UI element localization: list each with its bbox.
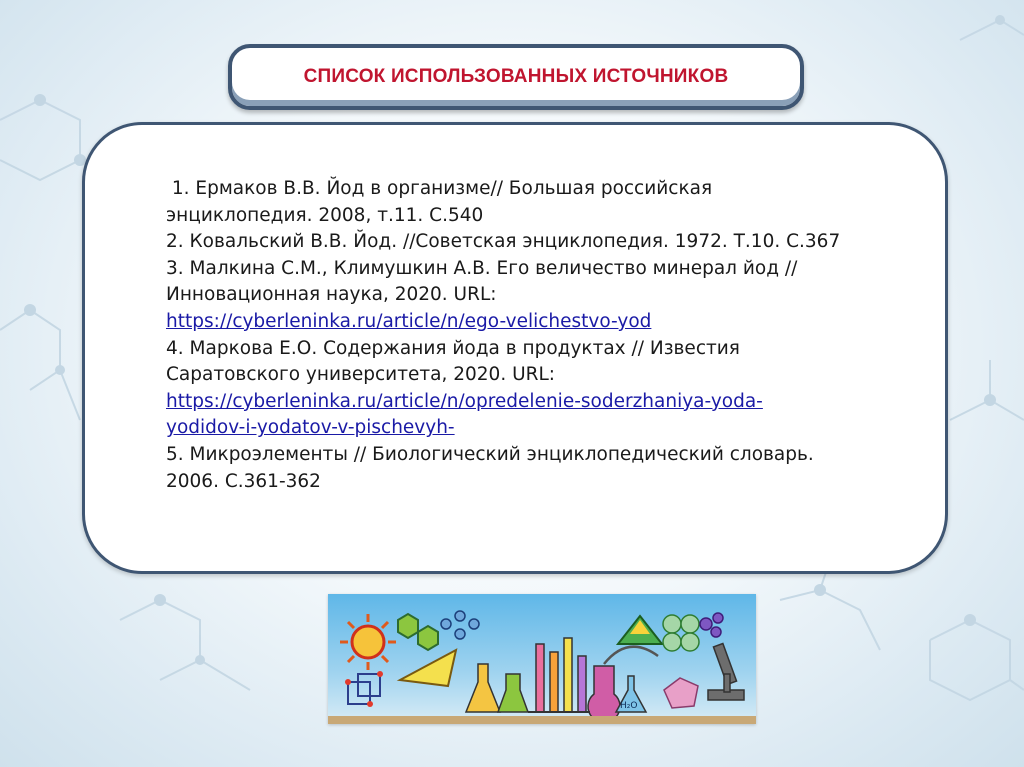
reference-4-link-line-1[interactable]: https://cyberleninka.ru/article/n/opredelenie-soderzhaniya-yoda-: [166, 390, 763, 412]
reference-3-line-1: 3. Малкина С.М., Климушкин А.В. Его величество минерал йод //: [166, 257, 798, 279]
reference-5-line-1: 5. Микроэлементы // Биологический энциклопедический словарь.: [166, 443, 814, 465]
h2o-label: H₂O: [620, 701, 638, 711]
reference-1-line-1: 1. Ермаков В.В. Йод в организме// Большая российская: [166, 178, 713, 199]
references-list: [166, 176, 926, 495]
chemistry-lab-banner-icon: [328, 594, 756, 724]
reference-4-link-line-2[interactable]: yodidov-i-yodatov-v-pischevyh-: [166, 417, 455, 439]
page-title: СПИСОК ИСПОЛЬЗОВАННЫХ ИСТОЧНИКОВ: [303, 66, 729, 87]
chemistry-illustration: [328, 594, 756, 724]
reference-3-line-2: Инновационная наука, 2020. URL:: [166, 284, 497, 306]
reference-4-line-2: Саратовского университета, 2020. URL:: [166, 364, 556, 386]
reference-4-line-1: 4. Маркова Е.О. Содержания йода в продуктах // Известия: [166, 337, 740, 359]
title-banner: [228, 44, 804, 110]
reference-2: 2. Ковальский В.В. Йод. //Советская энциклопедия. 1972. Т.10. С.367: [166, 231, 841, 253]
reference-3-link[interactable]: https://cyberleninka.ru/article/n/ego-velichestvo-yod: [166, 310, 652, 332]
reference-5-line-2: 2006. С.361-362: [166, 470, 321, 492]
reference-1-line-2: энциклопедия. 2008, т.11. С.540: [166, 204, 484, 226]
